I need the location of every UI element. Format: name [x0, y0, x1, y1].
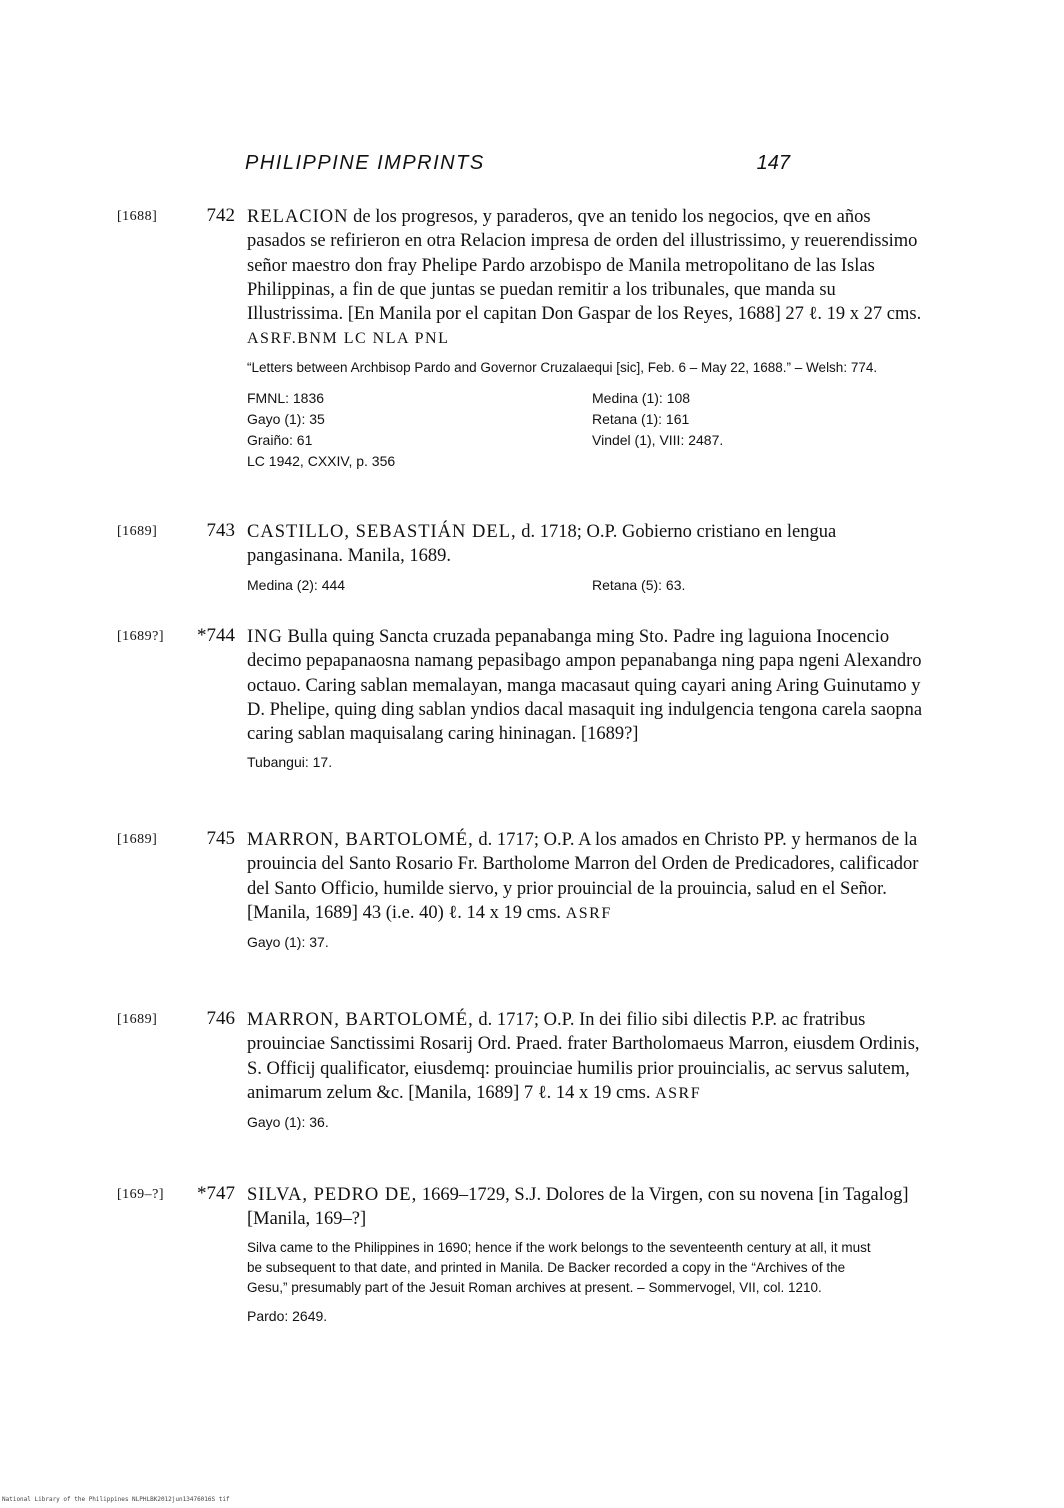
- entry-holdings: ASRF: [655, 1084, 702, 1102]
- references-left: [247, 1112, 592, 1133]
- entry-body: [247, 625, 927, 773]
- entry-date: [1689]: [117, 832, 158, 847]
- reference: Vindel (1), VIII: 2487.: [592, 431, 724, 448]
- page-number: 147: [756, 152, 790, 174]
- entry-holdings: ASRF.BNM LC NLA PNL: [247, 330, 450, 348]
- reference: LC 1942, CXXIV, p. 356: [247, 452, 396, 469]
- entry-date: [1689]: [117, 524, 158, 539]
- reference: Gayo (1): 37.: [247, 934, 329, 951]
- entry-references: [247, 1306, 927, 1327]
- entry-number: 743: [206, 520, 235, 541]
- entry-date: [1689?]: [117, 629, 165, 644]
- entry-number: 745: [206, 828, 235, 849]
- reference: Pardo: 2649.: [247, 1307, 328, 1324]
- reference: Retana (5): 63.: [592, 576, 686, 593]
- entry-text: de los progresos, y paraderos, qve an tenido los negocios, qve en años pasados se refirieron en otra Relacion impresa de orden del illustrissimo, y reuerendissimo señor maestro don fray Phelipe Pardo arzobispo de Manila metropolitano de las Islas Philippinas, a fin de que juntas se puedan remitir a los tribunales, que manda su Illustrissima. [En Manila por el capitan Don Gaspar de los Reyes, 1688] 27 ℓ. 19 x 27 cms.: [247, 207, 922, 325]
- reference: Gayo (1): 36.: [247, 1114, 329, 1131]
- entry-holdings: ASRF: [565, 904, 612, 922]
- entry-references: [247, 932, 927, 953]
- entry-references: [247, 388, 927, 472]
- reference: Retana (1): 161: [592, 410, 690, 427]
- entry-body: [247, 828, 927, 953]
- entry-number: *744: [197, 625, 235, 646]
- entry-lead: MARRON, BARTOLOMÉ,: [247, 830, 474, 850]
- references-left: [247, 932, 592, 953]
- entry-number: *747: [197, 1183, 235, 1204]
- references-right: [592, 388, 892, 472]
- entry-text: d. 1717; O.P. A los amados en Christo PP. y hermanos de la prouincia del Santo Rosario Fr. Bartholome Marron del Orden de Predicadores, calificador del Santo Officio, humilde siervo, y prior prouincial de la prouincia, salud en el Señor. [Manila, 1689] 43 (i.e. 40) ℓ. 14 x 19 cms.: [247, 830, 919, 923]
- entry-text: d. 1718; O.P. Gobierno cristiano en lengua pangasinana. Manila, 1689.: [247, 522, 837, 567]
- entry-date: [1689]: [117, 1012, 158, 1027]
- running-title: PHILIPPINE IMPRINTS: [245, 152, 485, 174]
- entry-lead: RELACION: [247, 207, 349, 227]
- entry-number: 742: [206, 205, 235, 226]
- entry-references: [247, 1112, 927, 1133]
- references-left: [247, 575, 592, 596]
- page-header: [245, 152, 790, 182]
- entry-lead: MARRON, BARTOLOMÉ,: [247, 1010, 474, 1030]
- references-left: [247, 752, 592, 773]
- reference: FMNL: 1836: [247, 389, 325, 406]
- references-left: [247, 1306, 592, 1327]
- entry-references: [247, 752, 927, 773]
- entry-body: [247, 520, 927, 596]
- entry-lead: ING: [247, 627, 283, 647]
- references-right: [592, 575, 892, 596]
- entry-references: [247, 575, 927, 596]
- reference: Medina (1): 108: [592, 389, 691, 406]
- reference: Graiño: 61: [247, 431, 313, 448]
- entry-body: [247, 1183, 927, 1327]
- scan-footer: National Library of the Philippines NLPHLBK2012jun13476016S tif: [2, 1496, 230, 1503]
- entry-lead: SILVA, PEDRO DE,: [247, 1185, 418, 1205]
- entry-body: [247, 1008, 927, 1133]
- entry-text: Bulla quing Sancta cruzada pepanabanga ming Sto. Padre ing laguiona Inocencio decimo pepapanaosna namang pepasibago ampon pepanabanga ning papa ngeni Alexandro octauo. Caring sablan memalayan, manga macasaut quing cayari aning Aring Guinutamo y D. Phelipe, quing ding sablan yndios dacal masaquit ing indulgencia tengona carela saopna caring sablan maquisalang caring hininagan. [1689?]: [247, 627, 923, 745]
- reference: Gayo (1): 35: [247, 410, 325, 427]
- entry-date: [169–?]: [117, 1187, 165, 1202]
- reference: Tubangui: 17.: [247, 754, 333, 771]
- entry-text: d. 1717; O.P. In dei filio sibi dilectis P.P. ac fratribus prouinciae Sanctissimi Rosarij Ord. Praed. frater Bartholomaeus Marron, eiusdem Ordinis, S. Officij qualificator, eiusdemq: prouinciae humilis prior prouincialis, ac servus salutem, animarum zelum &c. [Manila, 1689] 7 ℓ. 14 x 19 cms.: [247, 1010, 920, 1103]
- entry-note: “Letters between Archbisop Pardo and Governor Cruzalaequi [sic], Feb. 6 – May 22, 1688.” – Welsh: 774.: [247, 359, 878, 375]
- entry-number: 746: [206, 1008, 235, 1029]
- entry-note: Silva came to the Philippines in 1690; hence if the work belongs to the seventeenth century at all, it must be subsequent to that date, and printed in Manila. De Backer recorded a copy in the “Archives of the Gesu,” presumably part of the Jesuit Roman archives at present. – Sommervogel, VII, col. 1210.: [247, 1239, 871, 1295]
- entry-body: [247, 205, 927, 472]
- entry-lead: CASTILLO, SEBASTIÁN DEL,: [247, 522, 517, 542]
- references-left: [247, 388, 592, 472]
- entry-text: 1669–1729, S.J. Dolores de la Virgen, con su novena [in Tagalog] [Manila, 169–?]: [247, 1185, 909, 1230]
- entry-date: [1688]: [117, 209, 158, 224]
- reference: Medina (2): 444: [247, 576, 346, 593]
